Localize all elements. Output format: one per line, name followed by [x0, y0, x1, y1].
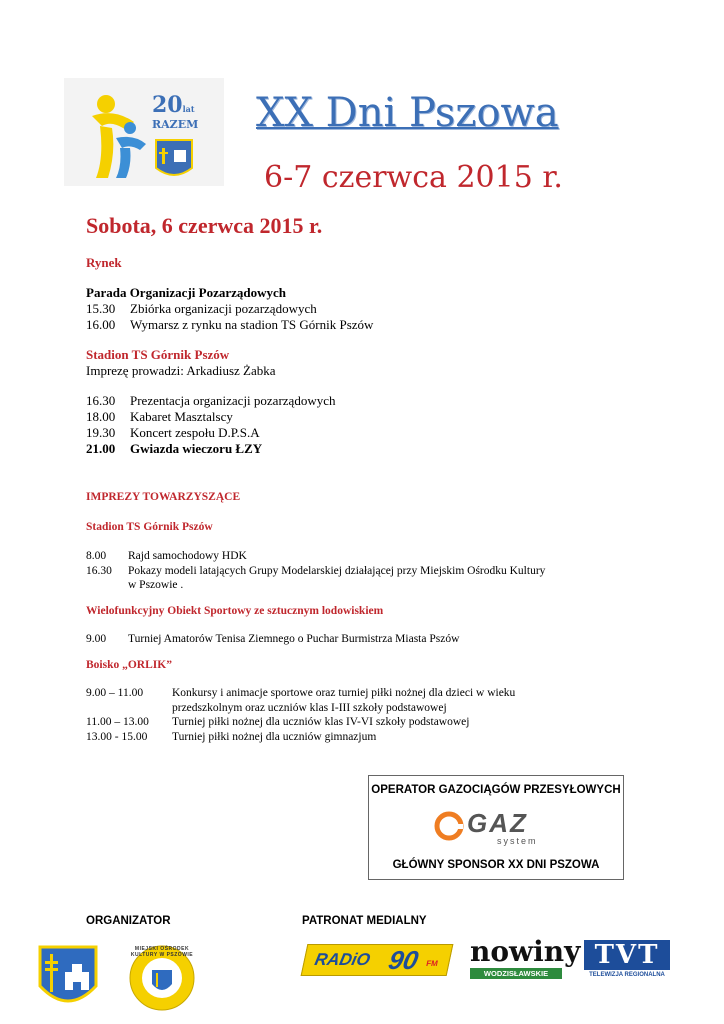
radio-number: 90: [385, 945, 422, 975]
event-dates: 6-7 czerwca 2015 r.: [264, 160, 563, 195]
saturday-program: [86, 255, 646, 457]
jubilee-figures-icon: [64, 78, 224, 186]
logo-small: lat: [182, 104, 195, 114]
list-item: 9.00 – 11.00 Konkursy i animacje sportowe oraz turniej piłki nożnej dla dzieci w wieku: [86, 687, 516, 699]
side-events: IMPREZY TOWARZYSZĄCE Stadion TS Górnik Pszów 8.00 Rajd samochodowy HDK 16.30 Pokazy modeli latających Grupy Modelarskiej działającej przy Miejskim Ośrodku Kultury w Pszowie . Wielofunkcyjny Obiekt Sportowy ze sztucznym lodowiskiem 9.00 Turniej Amatorów Tenisa Ziemnego o Puchar Burmistrza Miasta Pszów Boisko „ORLIK” 9.00 – 11.00 Konkursy i animacje sportowe oraz turniej piłki nożnej dla dzieci w wieku przedszkolnym oraz uczniów klas I-III szkoły podstawowej 11.00 – 13.00 Turniej piłki nożnej dla uczniów klas IV-VI szkoły podstawowej 13.00 - 15.00 Turniej piłki nożnej dla uczniów gimnazjum: [86, 490, 666, 744]
jubilee-logo: [64, 78, 224, 186]
list-item: 13.00 - 15.00 Turniej piłki nożnej dla uczniów gimnazjum: [86, 730, 377, 743]
list-item: 16.30 Prezentacja organizacji pozarządowych: [86, 393, 336, 408]
tvt-logo: [584, 940, 670, 982]
list-item: 8.00 Rajd samochodowy HDK: [86, 550, 247, 562]
host-line: Imprezę prowadzi: Arkadiusz Żabka: [86, 363, 276, 378]
gaz-logo-text: GAZ: [467, 808, 528, 838]
nowiny-text: nowiny: [470, 935, 581, 968]
gaz-flame-icon: [433, 810, 465, 842]
list-item: 21.00 Gwiazda wieczoru ŁZY: [86, 441, 263, 456]
nowiny-sub: WODZISŁAWSKIE: [470, 968, 562, 979]
sponsor-bottom-text: GŁÓWNY SPONSOR XX DNI PSZOWA: [392, 859, 600, 871]
logo-number: 20: [152, 92, 183, 118]
radio-text: RADiO: [313, 950, 372, 969]
stadium-heading: Stadion TS Górnik Pszów: [86, 347, 230, 362]
gaz-system-logo: [369, 804, 623, 848]
list-item: 11.00 – 13.00 Turniej piłki nożnej dla uczniów klas IV-VI szkoły podstawowej: [86, 716, 470, 728]
patronage-label: PATRONAT MEDIALNY: [302, 915, 427, 927]
side-events-heading: IMPREZY TOWARZYSZĄCE: [86, 491, 241, 503]
radio-fm: FM: [425, 959, 439, 968]
page-title: XX Dni Pszowa: [256, 90, 559, 136]
side-stadium-heading: Stadion TS Górnik Pszów: [86, 520, 213, 533]
orlik-heading: Boisko „ORLIK”: [86, 658, 172, 671]
list-item: 18.00 Kabaret Masztalscy: [86, 409, 233, 424]
parade-title: Parada Organizacji Pozarządowych: [86, 285, 287, 300]
rink-heading: Wielofunkcyjny Obiekt Sportowy ze sztucznym lodowiskiem: [86, 604, 384, 617]
sponsor-top-text: OPERATOR GAZOCIĄGÓW PRZESYŁOWYCH: [371, 784, 621, 796]
organizer-label: ORGANIZATOR: [86, 915, 171, 927]
pszow-coat-of-arms-icon: [37, 944, 99, 1012]
list-item: 19.30 Koncert zespołu D.P.S.A: [86, 425, 260, 440]
list-item: 15.30 Zbiórka organizacji pozarządowych: [86, 301, 317, 316]
sponsor-box: [368, 775, 624, 880]
list-item: 16.00 Wymarsz z rynku na stadion TS Górnik Pszów: [86, 317, 374, 332]
logo-text: RAZEM: [152, 118, 199, 131]
day-heading: Sobota, 6 czerwca 2015 r.: [86, 213, 323, 238]
nowiny-logo: [470, 935, 581, 980]
gaz-logo-sub: system: [497, 836, 538, 846]
mok-ring-text: MIEJSKI OŚRODEK KULTURY W PSZOWIE: [130, 946, 194, 958]
rynek-heading: Rynek: [86, 255, 122, 270]
radio-90-logo: [301, 944, 454, 976]
list-item: 9.00 Turniej Amatorów Tenisa Ziemnego o Puchar Burmistrza Miasta Pszów: [86, 633, 460, 645]
list-item: 16.30 Pokazy modeli latających Grupy Modelarskiej działającej przy Miejskim Ośrodku Kultury: [86, 564, 546, 577]
tvt-sub: TELEWIZJA REGIONALNA: [589, 972, 665, 978]
mok-logo: [128, 944, 196, 1012]
tvt-text: TVT: [584, 940, 670, 970]
